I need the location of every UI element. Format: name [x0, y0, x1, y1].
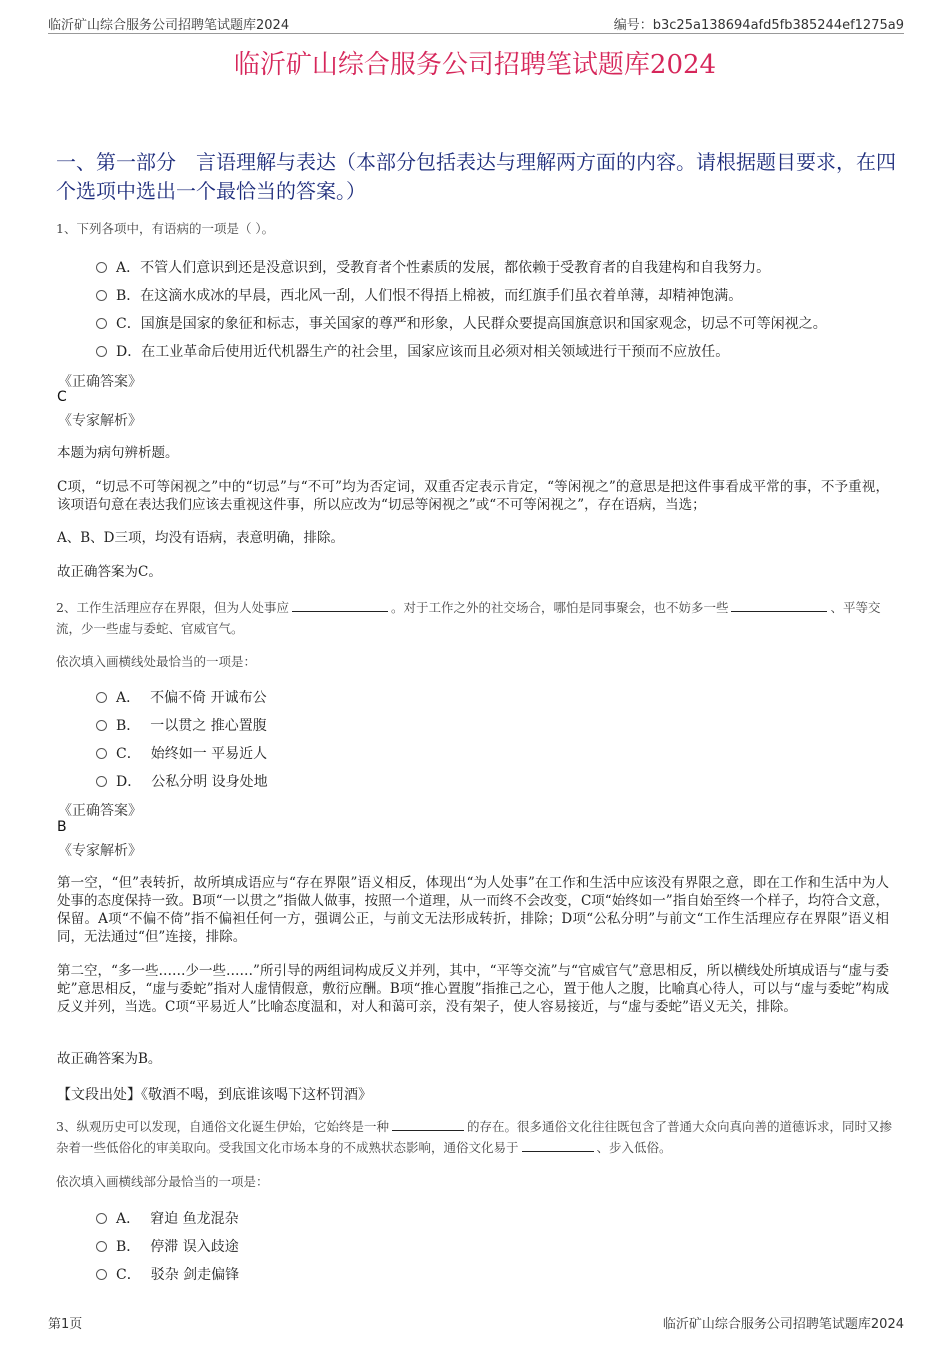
radio-icon[interactable]: [96, 1269, 107, 1280]
q2-option-d-letter: D．: [116, 774, 142, 790]
q2-option-a-letter: A．: [116, 690, 141, 706]
q1-option-c-text: C．国旗是国家的象征和标志，事关国家的尊严和形象，人民群众要提高国旗意识和国家观念，切忌不可等闲视之。: [116, 316, 827, 332]
radio-icon[interactable]: [96, 1213, 107, 1224]
q2-option-c-text: 始终如一 平易近人: [150, 746, 268, 762]
q2-blank-2: [731, 599, 827, 612]
q3-blank-2: [522, 1139, 594, 1152]
q3-option-c[interactable]: [96, 1264, 239, 1284]
header-doc-title: 临沂矿山综合服务公司招聘笔试题库2024: [48, 18, 290, 33]
q1-option-a-text: A．不管人们意识到还是没意识到，受教育者个性素质的发展，都依赖于受教育者的自我建构和自我努力。: [116, 260, 771, 276]
q2-answer-label: 《正确答案》: [58, 803, 142, 819]
page-title: 临沂矿山综合服务公司招聘笔试题库2024: [233, 50, 717, 80]
q2-option-c-letter: C．: [116, 746, 141, 762]
q3-option-b-text: 停滞 误入歧途: [150, 1239, 239, 1255]
q2-blank-1: [292, 599, 388, 612]
q1-analysis-label: 《专家解析》: [58, 413, 142, 429]
radio-icon[interactable]: [96, 1241, 107, 1252]
q2-option-a-text: 不偏不倚 开诚布公: [150, 690, 267, 706]
q1-option-d-text: D．在工业革命后使用近代机器生产的社会里，国家应该而且必须对相关领域进行干预而不应放任。: [116, 344, 730, 360]
q1-answer-label: 《正确答案》: [58, 374, 142, 390]
q1-option-d[interactable]: [96, 341, 729, 361]
footer-page-number: 第1页: [48, 1317, 83, 1332]
q3-option-a[interactable]: [96, 1208, 239, 1228]
q3-option-c-letter: C．: [116, 1267, 141, 1283]
q2-analysis-label: 《专家解析》: [58, 843, 142, 859]
q2-option-d[interactable]: [96, 771, 268, 791]
radio-icon[interactable]: [96, 720, 107, 731]
header-code-value: b3c25a138694afd5fb385244ef1275a9: [652, 18, 904, 33]
q3-stem: [56, 1116, 898, 1158]
header-divider: [48, 33, 904, 34]
q3-stem-part2: 的存在。很多通俗文化往往既包含了普通大众向真向善的道德诉求，同时又掺杂着一些低俗化的审美取向。受我国文化市场本身的不成熟状态影响，通俗文化易于: [56, 1119, 892, 1155]
q3-prompt: 依次填入画横线部分最恰当的一项是：: [56, 1174, 269, 1189]
radio-icon[interactable]: [96, 776, 107, 787]
q2-option-a[interactable]: [96, 687, 267, 707]
q2-stem-part3: 、平等交流，少一些虚与委蛇、官威官气。: [56, 600, 881, 636]
header-doc-code: [614, 14, 904, 33]
q2-option-b-text: 一以贯之 推心置腹: [150, 718, 267, 734]
q2-answer-value: B: [57, 819, 67, 835]
q1-analysis-p4: 故正确答案为C。: [57, 564, 162, 580]
q2-stem-part2: 。对于工作之外的社交场合，哪怕是同事聚会，也不妨多一些: [390, 600, 729, 615]
footer-doc-title: 临沂矿山综合服务公司招聘笔试题库2024: [662, 1317, 904, 1332]
q2-prompt: 依次填入画横线处最恰当的一项是：: [56, 654, 257, 669]
q3-option-a-text: 窘迫 鱼龙混杂: [150, 1211, 239, 1227]
q3-option-a-letter: A．: [116, 1211, 141, 1227]
q1-option-b[interactable]: [96, 285, 742, 305]
section-heading: 一、第一部分 言语理解与表达（本部分包括表达与理解两方面的内容。请根据题目要求，在四个选项中选出一个最恰当的答案。）: [56, 150, 896, 203]
q1-analysis-p1: 本题为病句辨析题。: [57, 445, 179, 461]
q2-analysis-p3: 故正确答案为B。: [57, 1051, 162, 1067]
q2-option-b[interactable]: [96, 715, 267, 735]
radio-icon[interactable]: [96, 290, 107, 301]
q3-stem-part1: 3、纵观历史可以发现，自通俗文化诞生伊始，它始终是一种: [56, 1119, 389, 1134]
q2-stem: [56, 597, 898, 639]
radio-icon[interactable]: [96, 692, 107, 703]
q3-option-b-letter: B．: [116, 1239, 141, 1255]
q3-option-b[interactable]: [96, 1236, 239, 1256]
q2-analysis-p1: 第一空，“但”表转折，故所填成语应与“存在界限”语义相反，体现出“为人处事”在工作和生活中应该没有界限之意，即在工作和生活中为人处事的态度保持一致。B项“一以贯之”指做人做事，按照一个道理，从一而终不会改变，C项“始终如一”指自始至终一个样子，均符合文意，保留。A项“不偏不倚”指不偏袒任何一方，强调公正，与前文无法形成转折，排除；D项“公私分明”与前文“工作生活理应存在界限”语义相同，无法通过“但”连接，排除。: [57, 875, 889, 945]
q1-analysis-p3: A、B、D三项，均没有语病，表意明确，排除。: [57, 530, 344, 546]
q3-stem-part3: 、步入低俗。: [596, 1140, 672, 1155]
radio-icon[interactable]: [96, 262, 107, 273]
q3-option-c-text: 驳杂 剑走偏锋: [150, 1267, 240, 1283]
q2-option-c[interactable]: [96, 743, 267, 763]
q1-option-c[interactable]: [96, 313, 827, 333]
q1-analysis-p2: C项，“切忌不可等闲视之”中的“切忌”与“不可”均为否定词，双重否定表示肯定，“等闲视之”的意思是把这件事看成平常的事，不予重视，该项语句意在表达我们应该去重视这件事，所以应改为“切忌等闲视之”或“不可等闲视之”，存在语病，当选；: [57, 479, 889, 513]
q2-stem-part1: 2、工作生活理应存在界限，但为人处事应: [56, 600, 289, 615]
q1-stem: 1、下列各项中，有语病的一项是（ ）。: [56, 221, 275, 236]
radio-icon[interactable]: [96, 318, 107, 329]
radio-icon[interactable]: [96, 748, 107, 759]
q3-blank-1: [392, 1118, 464, 1131]
radio-icon[interactable]: [96, 346, 107, 357]
q1-answer-value: C: [57, 389, 67, 405]
q2-source: 【文段出处】《敬酒不喝，到底谁该喝下这杯罚酒》: [57, 1087, 372, 1103]
q1-option-b-text: B．在这滴水成冰的早晨，西北风一刮，人们恨不得捂上棉被，而红旗手们虽衣着单薄，却精神饱满。: [116, 288, 743, 304]
q1-option-a[interactable]: [96, 257, 770, 277]
q2-option-d-text: 公私分明 设身处地: [151, 774, 268, 790]
header-code-label: 编号：: [613, 18, 653, 33]
q2-analysis-p2: 第二空，“多一些……少一些……”所引导的两组词构成反义并列，其中，“平等交流”与“官威官气”意思相反，所以横线处所填成语与“虚与委蛇”意思相反，“虚与委蛇”指对人虚情假意，敷衍应酬。B项“推心置腹”指推己之心，置于他人之腹，比喻真心待人，可以与“虚与委蛇”构成反义并列，当选。C项“平易近人”比喻态度温和，对人和蔼可亲，没有架子，使人容易接近，与“虚与委蛇”语义无关，排除。: [57, 963, 889, 1015]
q2-option-b-letter: B．: [116, 718, 141, 734]
